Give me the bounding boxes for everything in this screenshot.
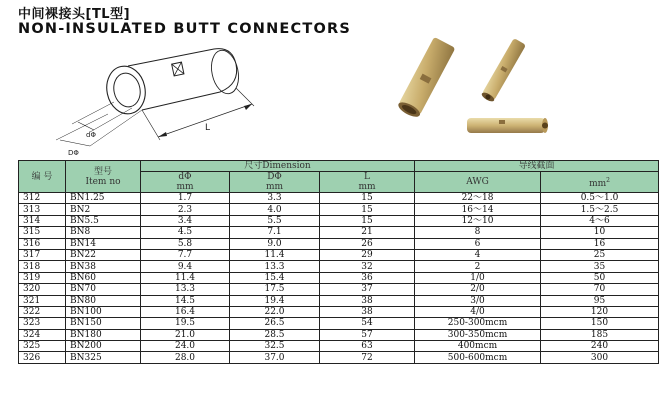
cell-D: 13.3 bbox=[230, 261, 320, 272]
cell-L: 15 bbox=[320, 215, 415, 226]
table-row bbox=[19, 261, 659, 272]
table-row bbox=[19, 295, 659, 306]
cell-code: 316 bbox=[19, 238, 66, 249]
table-row bbox=[19, 318, 659, 329]
cell-item-no: BN100 bbox=[66, 306, 141, 317]
cell-item-no: BN200 bbox=[66, 341, 141, 352]
cell-D: 28.5 bbox=[230, 329, 320, 340]
cell-code: 323 bbox=[19, 318, 66, 329]
cell-d: 28.0 bbox=[141, 352, 230, 363]
cell-awg: 8 bbox=[415, 227, 541, 238]
header-L-label: L bbox=[364, 172, 370, 182]
cell-code: 315 bbox=[19, 227, 66, 238]
cell-d: 14.5 bbox=[141, 295, 230, 306]
cell-item-no: BN325 bbox=[66, 352, 141, 363]
cell-mm2: 300 bbox=[541, 352, 659, 363]
cell-L: 38 bbox=[320, 295, 415, 306]
header-mm2 bbox=[541, 172, 659, 193]
cell-awg: 16～14 bbox=[415, 204, 541, 215]
cell-d: 1.7 bbox=[141, 193, 230, 204]
cell-D: 15.4 bbox=[230, 272, 320, 283]
header-L-unit: mm bbox=[358, 182, 376, 192]
header-mm2-sup: 2 bbox=[606, 176, 610, 184]
cell-code: 321 bbox=[19, 295, 66, 306]
cell-mm2: 120 bbox=[541, 306, 659, 317]
cell-mm2: 0.5～1.0 bbox=[541, 193, 659, 204]
cell-item-no: BN5.5 bbox=[66, 215, 141, 226]
cell-awg: 400mcm bbox=[415, 341, 541, 352]
cell-awg: 4 bbox=[415, 249, 541, 260]
cell-L: 29 bbox=[320, 249, 415, 260]
cell-d: 16.4 bbox=[141, 306, 230, 317]
table-row bbox=[19, 249, 659, 260]
cell-L: 15 bbox=[320, 193, 415, 204]
horizontal-connector bbox=[467, 118, 548, 133]
cell-code: 319 bbox=[19, 272, 66, 283]
cell-awg: 22～18 bbox=[415, 193, 541, 204]
page-title-english: NON-INSULATED BUTT CONNECTORS bbox=[18, 21, 351, 37]
cell-d: 24.0 bbox=[141, 341, 230, 352]
cell-L: 32 bbox=[320, 261, 415, 272]
table-row bbox=[19, 352, 659, 363]
header-model-cn: 型号 bbox=[93, 166, 112, 177]
cell-item-no: BN38 bbox=[66, 261, 141, 272]
cell-item-no: BN1.25 bbox=[66, 193, 141, 204]
cell-L: 57 bbox=[320, 329, 415, 340]
header-awg: AWG bbox=[415, 172, 541, 193]
header-d bbox=[141, 172, 230, 193]
cell-code: 325 bbox=[19, 341, 66, 352]
cell-awg: 500-600mcm bbox=[415, 352, 541, 363]
cell-L: 63 bbox=[320, 341, 415, 352]
cell-L: 72 bbox=[320, 352, 415, 363]
cell-item-no: BN60 bbox=[66, 272, 141, 283]
connector-product-photo bbox=[395, 36, 575, 156]
cell-mm2: 4～6 bbox=[541, 215, 659, 226]
cell-D: 37.0 bbox=[230, 352, 320, 363]
cell-awg: 300-350mcm bbox=[415, 329, 541, 340]
cell-d: 7.7 bbox=[141, 249, 230, 260]
cell-d: 3.4 bbox=[141, 215, 230, 226]
large-connector bbox=[396, 37, 455, 120]
cell-mm2: 1.5～2.5 bbox=[541, 204, 659, 215]
cell-awg: 2/0 bbox=[415, 284, 541, 295]
cell-mm2: 240 bbox=[541, 341, 659, 352]
cell-mm2: 25 bbox=[541, 249, 659, 260]
cell-mm2: 10 bbox=[541, 227, 659, 238]
cell-mm2: 150 bbox=[541, 318, 659, 329]
header-code: 编 号 bbox=[19, 161, 66, 193]
cell-D: 22.0 bbox=[230, 306, 320, 317]
cell-D: 7.1 bbox=[230, 227, 320, 238]
table-row bbox=[19, 204, 659, 215]
cell-awg: 1/0 bbox=[415, 272, 541, 283]
table-row bbox=[19, 306, 659, 317]
cell-code: 313 bbox=[19, 204, 66, 215]
header-dimension: 尺寸Dimension bbox=[141, 161, 415, 172]
cell-item-no: BN8 bbox=[66, 227, 141, 238]
cell-L: 54 bbox=[320, 318, 415, 329]
cell-L: 15 bbox=[320, 204, 415, 215]
cell-d: 19.5 bbox=[141, 318, 230, 329]
header-d-label: dΦ bbox=[178, 172, 192, 182]
dimension-line-d bbox=[78, 122, 94, 130]
drawing-label-L: L bbox=[205, 123, 211, 133]
cell-code: 314 bbox=[19, 215, 66, 226]
cell-d: 11.4 bbox=[141, 272, 230, 283]
cell-item-no: BN180 bbox=[66, 329, 141, 340]
cell-awg: 250-300mcm bbox=[415, 318, 541, 329]
cell-item-no: BN2 bbox=[66, 204, 141, 215]
medium-connector bbox=[480, 38, 526, 103]
header-model-en: Item no bbox=[85, 176, 121, 187]
cell-item-no: BN14 bbox=[66, 238, 141, 249]
table-row bbox=[19, 341, 659, 352]
cell-mm2: 185 bbox=[541, 329, 659, 340]
header-D-label: DΦ bbox=[267, 172, 282, 182]
cell-mm2: 16 bbox=[541, 238, 659, 249]
cell-D: 11.4 bbox=[230, 249, 320, 260]
table-row bbox=[19, 272, 659, 283]
cell-code: 317 bbox=[19, 249, 66, 260]
cell-awg: 2 bbox=[415, 261, 541, 272]
dimension-line-D bbox=[60, 140, 90, 146]
cell-awg: 3/0 bbox=[415, 295, 541, 306]
cell-mm2: 50 bbox=[541, 272, 659, 283]
cell-code: 324 bbox=[19, 329, 66, 340]
cell-D: 4.0 bbox=[230, 204, 320, 215]
cell-L: 21 bbox=[320, 227, 415, 238]
cell-code: 320 bbox=[19, 284, 66, 295]
cell-L: 38 bbox=[320, 306, 415, 317]
cell-D: 17.5 bbox=[230, 284, 320, 295]
cell-D: 19.4 bbox=[230, 295, 320, 306]
cell-D: 26.5 bbox=[230, 318, 320, 329]
cell-item-no: BN22 bbox=[66, 249, 141, 260]
cell-awg: 6 bbox=[415, 238, 541, 249]
cell-item-no: BN80 bbox=[66, 295, 141, 306]
cell-d: 2.3 bbox=[141, 204, 230, 215]
cell-code: 326 bbox=[19, 352, 66, 363]
drawing-label-D: DΦ bbox=[68, 149, 79, 156]
drawing-label-d: dΦ bbox=[86, 131, 96, 139]
spec-table-body bbox=[19, 193, 659, 364]
cell-D: 9.0 bbox=[230, 238, 320, 249]
cell-L: 36 bbox=[320, 272, 415, 283]
cell-code: 312 bbox=[19, 193, 66, 204]
table-row bbox=[19, 215, 659, 226]
crimp-window bbox=[172, 62, 184, 76]
header-D-unit: mm bbox=[265, 182, 284, 192]
header-d-unit: mm bbox=[176, 182, 194, 192]
cell-d: 21.0 bbox=[141, 329, 230, 340]
cell-d: 13.3 bbox=[141, 284, 230, 295]
cell-mm2: 35 bbox=[541, 261, 659, 272]
table-row bbox=[19, 227, 659, 238]
cell-D: 5.5 bbox=[230, 215, 320, 226]
page-title-chinese: 中间裸接头[TL型] bbox=[18, 7, 131, 22]
cell-item-no: BN150 bbox=[66, 318, 141, 329]
table-row bbox=[19, 284, 659, 295]
header-L bbox=[320, 172, 415, 193]
cell-d: 5.8 bbox=[141, 238, 230, 249]
cell-L: 26 bbox=[320, 238, 415, 249]
tube-opening-outer bbox=[102, 63, 149, 118]
table-row bbox=[19, 193, 659, 204]
cell-code: 318 bbox=[19, 261, 66, 272]
connector-technical-drawing bbox=[50, 44, 290, 156]
cell-code: 322 bbox=[19, 306, 66, 317]
table-row bbox=[19, 329, 659, 340]
cell-D: 32.5 bbox=[230, 341, 320, 352]
cell-L: 37 bbox=[320, 284, 415, 295]
cell-D: 3.3 bbox=[230, 193, 320, 204]
connector-spec-table bbox=[18, 160, 659, 364]
cell-item-no: BN70 bbox=[66, 284, 141, 295]
cell-d: 4.5 bbox=[141, 227, 230, 238]
header-D bbox=[230, 172, 320, 193]
cell-d: 9.4 bbox=[141, 261, 230, 272]
cell-mm2: 70 bbox=[541, 284, 659, 295]
header-mm2-label: mm bbox=[589, 178, 607, 189]
cell-awg: 12～10 bbox=[415, 215, 541, 226]
header-model bbox=[66, 161, 141, 193]
table-row bbox=[19, 238, 659, 249]
header-wire-section: 导线截面 bbox=[415, 161, 659, 172]
cell-awg: 4/0 bbox=[415, 306, 541, 317]
cell-mm2: 95 bbox=[541, 295, 659, 306]
